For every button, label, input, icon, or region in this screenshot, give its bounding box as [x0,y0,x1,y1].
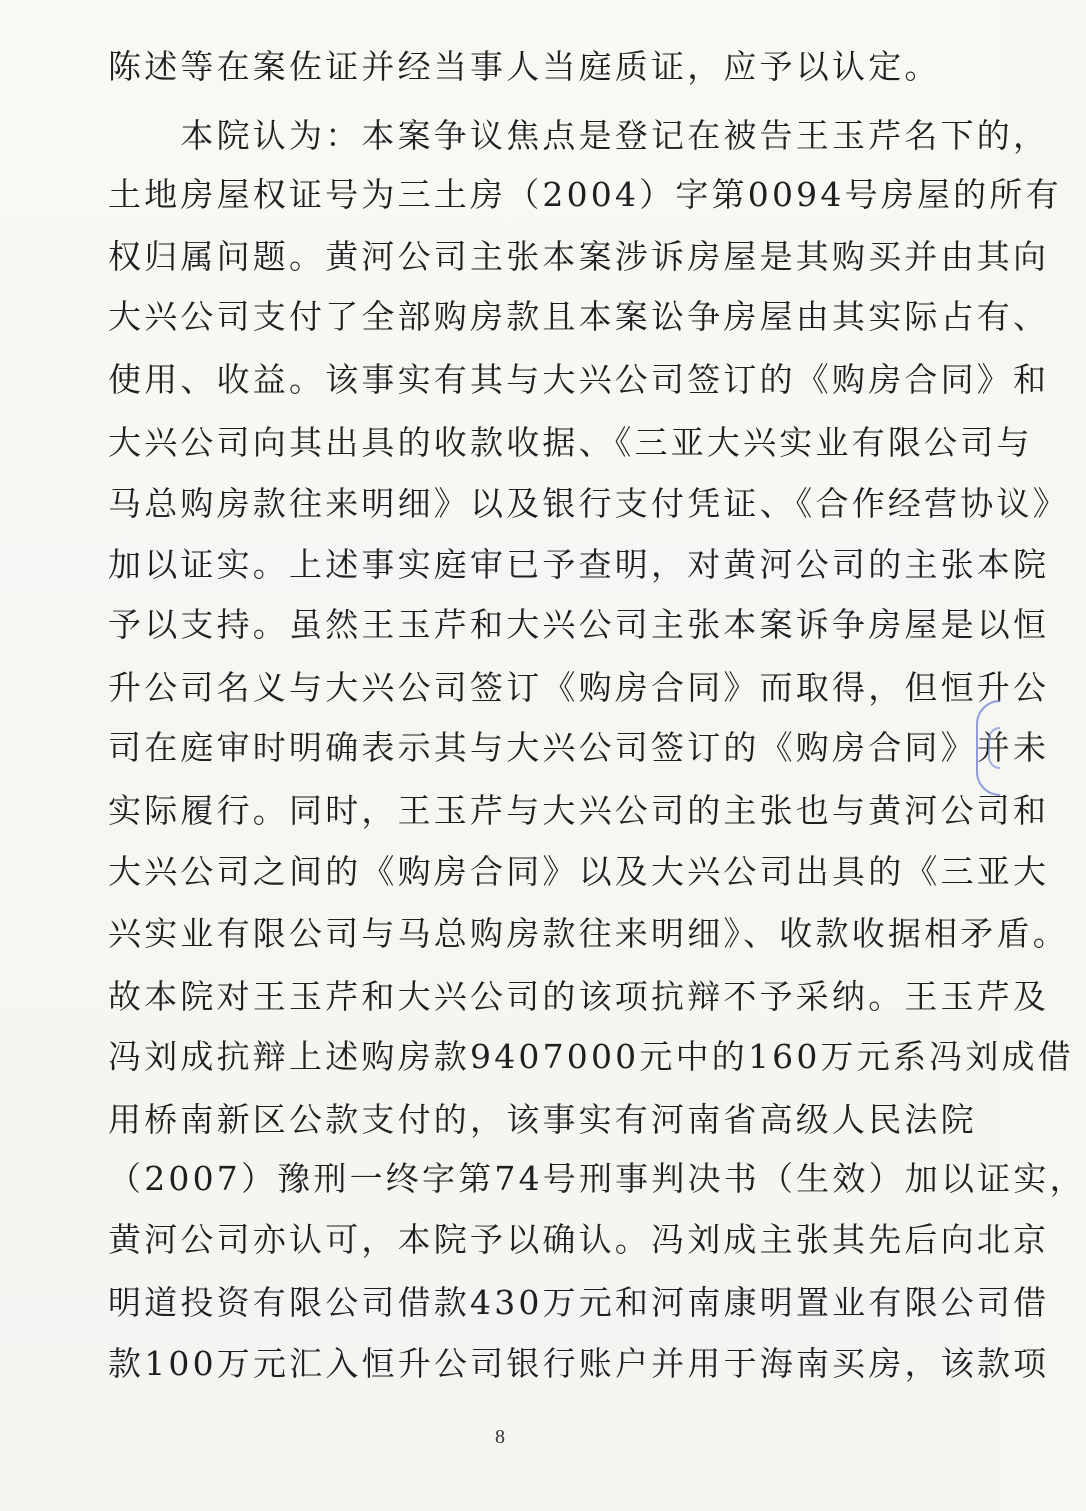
body-text-line: 实际履行。同时，王玉芹与大兴公司的主张也与黄河公司和 [108,791,1050,830]
seal-stamp-inner [988,727,1000,769]
body-text-line: 黄河公司亦认可，本院予以确认。冯刘成主张其先后向北京 [108,1220,1050,1259]
body-text-line: 予以支持。虽然王玉芹和大兴公司主张本案诉争房屋是以恒 [108,605,1050,644]
body-text-line: 款100万元汇入恒升公司银行账户并用于海南买房，该款项 [108,1344,1050,1383]
body-text-line: 陈述等在案佐证并经当事人当庭质证，应予以认定。 [108,47,941,86]
body-text-line: 明道投资有限公司借款430万元和河南康明置业有限公司借 [108,1283,1050,1322]
body-text-line: 大兴公司向其出具的收款收据、《三亚大兴实业有限公司与 [108,423,1033,462]
body-text-line: 大兴公司支付了全部购房款且本案讼争房屋由其实际占有、 [108,297,1050,336]
body-text-line: 兴实业有限公司与马总购房款往来明细》、收款收据相矛盾。 [108,914,1069,953]
body-text-line: 使用、收益。该事实有其与大兴公司签订的《购房合同》和 [108,360,1050,399]
body-text-line: 用桥南新区公款支付的，该事实有河南省高级人民法院 [108,1100,977,1139]
body-text-line: 故本院对王玉芹和大兴公司的该项抗辩不予采纳。王玉芹及 [108,977,1050,1016]
body-text-line: 本院认为：本案争议焦点是登记在被告王玉芹名下的， [108,116,1050,155]
body-text-line: 冯刘成抗辩上述购房款9407000元中的160万元系冯刘成借 [108,1037,1074,1076]
body-text-line: 权归属问题。黄河公司主张本案涉诉房屋是其购买并由其向 [108,237,1050,276]
page-number: 8 [495,1426,505,1448]
body-text-line: 大兴公司之间的《购房合同》以及大兴公司出具的《三亚大 [108,852,1050,891]
body-text-line: 马总购房款往来明细》以及银行支付凭证、《合作经营协议》 [108,484,1069,523]
body-text-line: 司在庭审时明确表示其与大兴公司签订的《购房合同》并未 [108,728,1050,767]
body-text-line: 升公司名义与大兴公司签订《购房合同》而取得，但恒升公 [108,668,1050,707]
body-text-line: 土地房屋权证号为三土房（2004）字第0094号房屋的所有 [108,175,1062,214]
body-text-line: （2007）豫刑一终字第74号刑事判决书（生效）加以证实， [108,1159,1086,1198]
body-text-line: 加以证实。上述事实庭审已予查明，对黄河公司的主张本院 [108,545,1050,584]
